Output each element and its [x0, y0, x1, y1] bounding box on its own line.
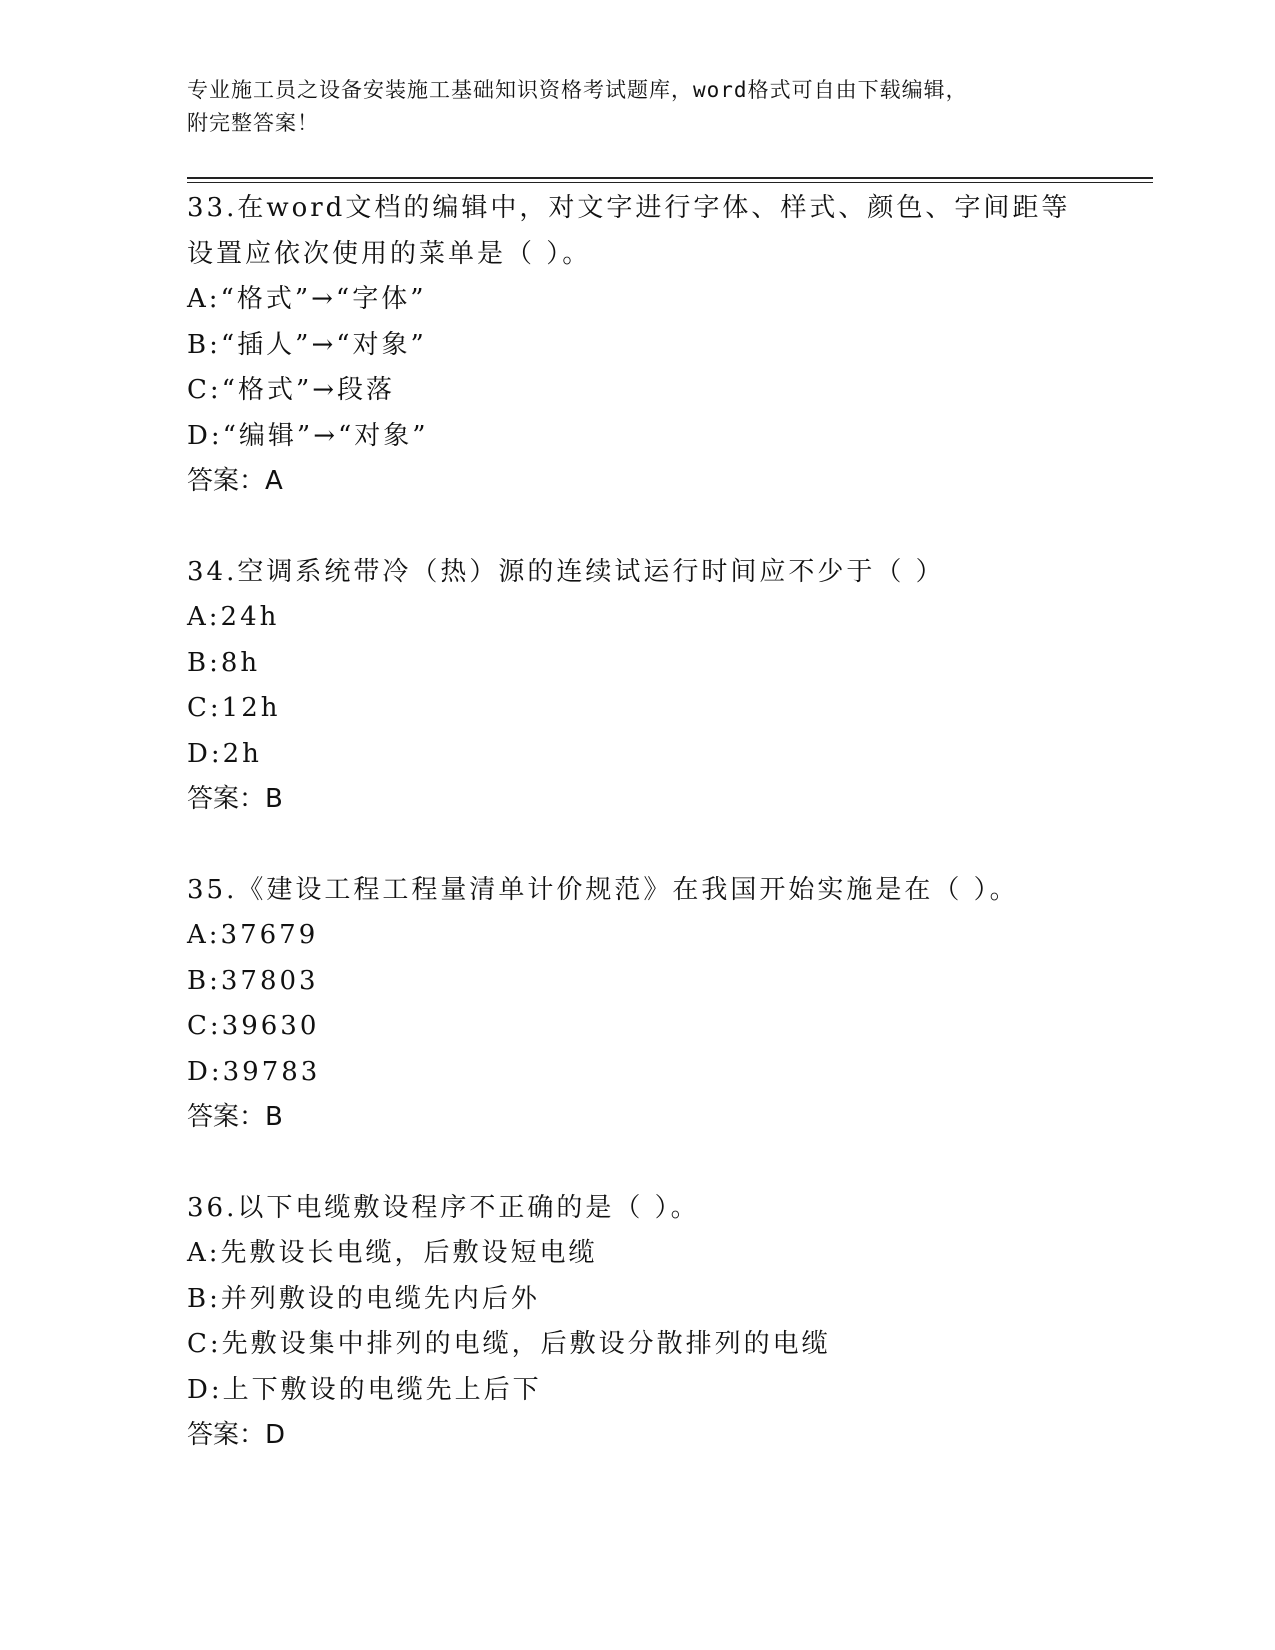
- question-block: [187, 868, 1153, 1141]
- question-block: [187, 186, 1153, 505]
- document-header: [187, 74, 1087, 140]
- answer-line: 答案：B: [187, 1102, 283, 1132]
- option-a: A:24h: [187, 602, 280, 632]
- question-stem-line: 34.空调系统带冷（热）源的连续试运行时间应不少于（ ）: [187, 556, 945, 587]
- question-block: [187, 550, 1153, 823]
- option-c: C:12h: [187, 693, 281, 723]
- question-stem-line: 设置应依次使用的菜单是（ ）。: [187, 238, 592, 269]
- question-stem-line: 33.在word文档的编辑中，对文字进行字体、样式、颜色、字间距等: [187, 193, 1071, 223]
- option-c: C:39630: [187, 1011, 320, 1041]
- question-stem-line: 36.以下电缆敷设程序不正确的是（ ）。: [187, 1192, 700, 1223]
- option-c: C:“格式”→段落: [187, 375, 396, 405]
- option-d: D:39783: [187, 1056, 321, 1087]
- header-divider-thick: [187, 177, 1153, 179]
- question-list: [187, 186, 1153, 1504]
- option-b: B:8h: [187, 647, 261, 678]
- option-b: B:并列敷设的电缆先内后外: [187, 1283, 540, 1314]
- answer-line: 答案：A: [187, 466, 283, 496]
- answer-line: 答案：D: [187, 1420, 286, 1450]
- option-c: C:先敷设集中排列的电缆，后敷设分散排列的电缆: [187, 1329, 831, 1359]
- option-b: B:37803: [187, 965, 319, 996]
- option-a: A:“格式”→“字体”: [187, 284, 427, 314]
- option-b: B:“插人”→“对象”: [187, 329, 427, 360]
- option-d: D:“编辑”→“对象”: [187, 420, 429, 451]
- answer-line: 答案：B: [187, 784, 283, 814]
- header-divider-thin: [187, 182, 1153, 183]
- question-stem-line: 35.《建设工程工程量清单计价规范》在我国开始实施是在（ ）。: [187, 874, 1019, 905]
- option-d: D:2h: [187, 738, 262, 769]
- question-block: [187, 1186, 1153, 1459]
- header-line-2: 附完整答案！: [187, 111, 319, 135]
- option-a: A:先敷设长电缆，后敷设短电缆: [187, 1238, 598, 1268]
- option-a: A:37679: [187, 920, 319, 950]
- header-line-1: 专业施工员之设备安装施工基础知识资格考试题库，word格式可自由下载编辑，: [187, 78, 968, 102]
- option-d: D:上下敷设的电缆先上后下: [187, 1374, 542, 1405]
